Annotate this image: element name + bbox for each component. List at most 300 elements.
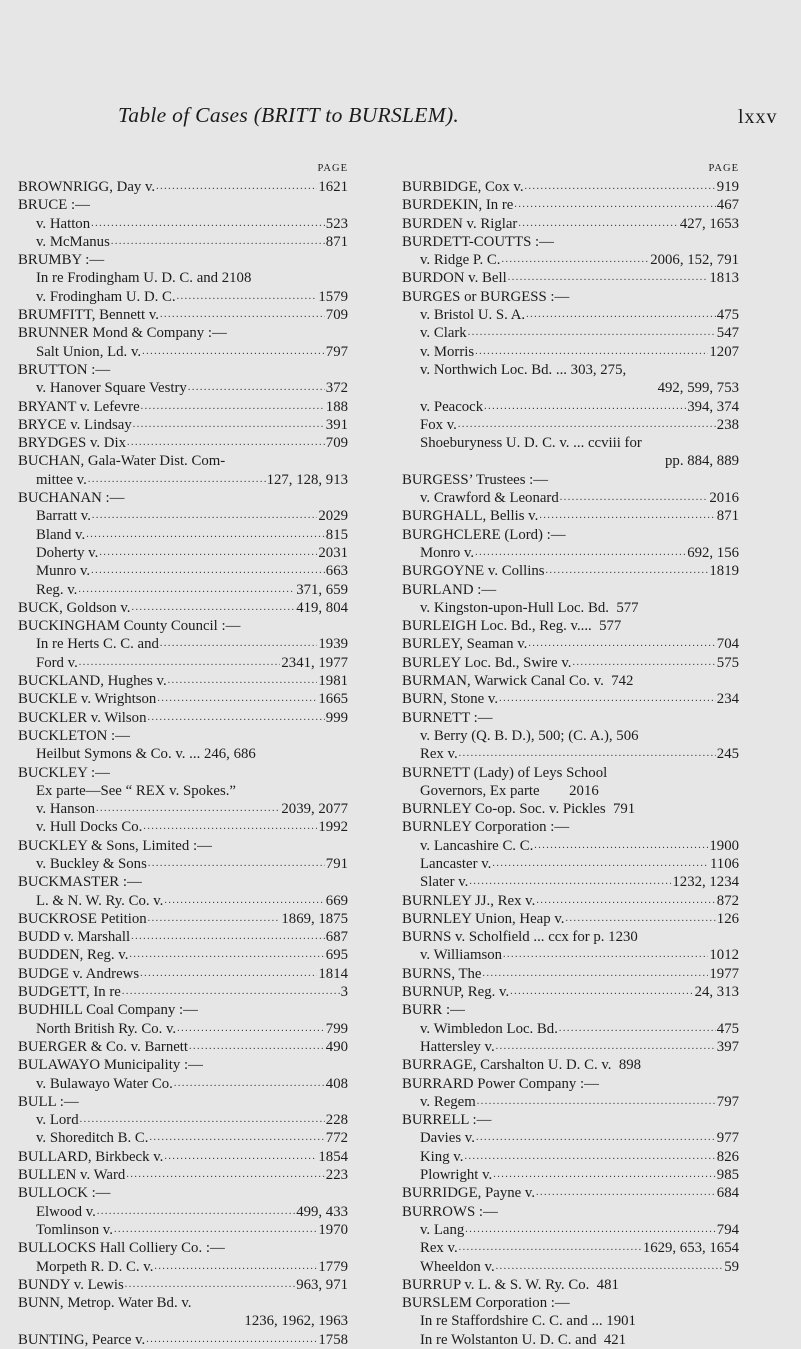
dot-leader — [111, 233, 325, 251]
index-entry — [402, 1258, 739, 1276]
dot-leader — [133, 416, 325, 434]
entry-text: BURLEIGH Loc. Bd., Reg. v.... 577 — [402, 618, 622, 635]
dot-leader — [149, 1129, 324, 1147]
page-column-label: PAGE — [708, 163, 739, 174]
index-entry — [18, 965, 348, 983]
entry-text: Slater v. — [420, 874, 469, 891]
dot-leader — [131, 928, 325, 946]
entry-text: Monro v. — [420, 544, 475, 561]
dot-leader — [546, 562, 709, 580]
index-entry — [18, 361, 348, 379]
dot-leader — [168, 672, 318, 690]
entry-page: 188 — [325, 398, 348, 415]
dot-leader — [177, 1020, 325, 1038]
index-entry — [18, 1221, 348, 1239]
entry-text: Plowright v. — [420, 1167, 493, 1184]
dot-leader — [465, 1221, 716, 1239]
dot-leader — [154, 1258, 317, 1276]
entry-text: BUCHAN, Gala-Water Dist. Com- — [18, 453, 226, 470]
entry-page: 394, 374 — [687, 398, 739, 415]
entry-page: 692, 156 — [687, 544, 739, 561]
dot-leader — [91, 562, 325, 580]
index-entry — [18, 928, 348, 946]
entry-text: BUERGER & Co. v. Barnett — [18, 1038, 189, 1055]
index-entry — [18, 306, 348, 324]
index-entry — [18, 1331, 348, 1349]
entry-page: 709 — [325, 435, 348, 452]
entry-text: v. Northwich Loc. Bd. ... 303, 275, — [420, 361, 627, 378]
dot-leader — [499, 690, 716, 708]
index-entry — [18, 178, 348, 196]
header-title: Table of Cases (BRITT to BURSLEM). — [118, 103, 460, 127]
entry-text: BULAWAYO Municipality :— — [18, 1057, 203, 1074]
dot-leader — [157, 690, 317, 708]
dot-leader — [560, 489, 709, 507]
index-entry — [18, 1203, 348, 1221]
entry-page: 475 — [716, 307, 739, 324]
entry-text: v. Kingston-upon-Hull Loc. Bd. 577 — [420, 599, 639, 616]
entry-page: 1869, 1875 — [281, 910, 348, 927]
entry-text: v. Lord — [36, 1112, 79, 1129]
dot-leader — [468, 324, 716, 342]
dot-leader — [188, 379, 325, 397]
entry-text: BUCHANAN :— — [18, 490, 125, 507]
index-entry — [402, 1276, 739, 1294]
index-entry — [18, 599, 348, 617]
entry-text: Governors, Ex parte 2016 — [420, 782, 599, 799]
entry-page: 791 — [325, 855, 348, 872]
index-entry — [402, 1001, 739, 1019]
dot-leader — [91, 215, 325, 233]
dot-leader — [79, 654, 281, 672]
dot-leader — [143, 818, 317, 836]
index-entry — [18, 544, 348, 562]
entry-page: 427, 1653 — [679, 215, 739, 232]
entry-page: 2029 — [318, 508, 348, 525]
entry-page: 228 — [325, 1112, 348, 1129]
entry-text: BURNLEY Corporation :— — [402, 819, 570, 836]
entry-text: v. Bristol U. S. A. — [420, 307, 526, 324]
entry-text: In re Wolstanton U. D. C. and 421 — [420, 1331, 627, 1348]
index-entry — [18, 800, 348, 818]
dot-leader — [518, 215, 678, 233]
entry-page: 815 — [325, 526, 348, 543]
entry-text: Heilbut Symons & Co. v. ... 246, 686 — [36, 746, 256, 763]
entry-text: v. Regem — [420, 1093, 476, 1110]
dot-leader — [126, 1166, 324, 1184]
entry-page: 397 — [716, 1038, 739, 1055]
index-entry — [18, 1129, 348, 1147]
entry-text: BURGHALL, Bellis v. — [402, 508, 539, 525]
entry-text: BURRUP v. L. & S. W. Ry. Co. 481 — [402, 1276, 619, 1293]
entry-text: BUDGETT, In re — [18, 984, 121, 1001]
dot-leader — [86, 526, 325, 544]
index-entry — [18, 1184, 348, 1202]
dot-leader — [459, 745, 716, 763]
entry-page: 1992 — [318, 819, 348, 836]
entry-page: 799 — [325, 1020, 348, 1037]
dot-leader — [148, 855, 325, 873]
index-entry — [402, 581, 739, 599]
entry-text: BUCKLEY & Sons, Limited :— — [18, 837, 212, 854]
running-header — [0, 100, 801, 140]
entry-page: 826 — [716, 1148, 739, 1165]
entry-text: BURSLEM Corporation :— — [402, 1295, 570, 1312]
index-entry — [402, 599, 739, 617]
index-entry — [18, 1294, 348, 1312]
entry-text: BRYDGES v. Dix — [18, 435, 126, 452]
entry-text: BURROWS :— — [402, 1203, 498, 1220]
entry-text: Bland v. — [36, 526, 86, 543]
index-entry — [402, 1166, 739, 1184]
entry-text: Elwood v. — [36, 1203, 96, 1220]
entry-page: 59 — [724, 1258, 739, 1275]
entry-page: 1970 — [318, 1221, 348, 1238]
entry-text: Munro v. — [36, 563, 91, 580]
dot-leader — [458, 416, 716, 434]
index-entry — [402, 1056, 739, 1074]
index-entry — [402, 544, 739, 562]
entry-page: 1012 — [709, 947, 739, 964]
index-entry — [402, 635, 739, 653]
entry-text: BURDEN v. Riglar — [402, 215, 518, 232]
index-entry — [402, 507, 739, 525]
entry-page: 238 — [716, 416, 739, 433]
index-entry — [402, 526, 739, 544]
index-entry — [402, 837, 739, 855]
index-entry — [402, 672, 739, 690]
entry-text: BURR :— — [402, 1002, 465, 1019]
dot-leader — [510, 983, 693, 1001]
entry-page: 547 — [716, 325, 739, 342]
dot-leader — [148, 910, 281, 928]
index-entry — [402, 983, 739, 1001]
dot-leader — [482, 965, 708, 983]
index-entry — [18, 251, 348, 269]
index-entry — [402, 398, 739, 416]
index-entry — [402, 709, 739, 727]
dot-leader — [475, 343, 708, 361]
index-entry — [18, 855, 348, 873]
index-entry — [18, 1093, 348, 1111]
entry-page: 772 — [325, 1130, 348, 1147]
index-entry — [18, 1111, 348, 1129]
entry-page: 391 — [325, 416, 348, 433]
index-entry — [402, 800, 739, 818]
dot-leader — [534, 837, 708, 855]
dot-leader — [501, 251, 649, 269]
dot-leader — [536, 892, 715, 910]
entry-text: BURNS, The — [402, 965, 482, 982]
index-entry — [18, 745, 348, 763]
dot-leader — [528, 635, 715, 653]
index-entry — [18, 379, 348, 397]
entry-page: 871 — [716, 508, 739, 525]
index-entry — [402, 1221, 739, 1239]
entry-page: 575 — [716, 654, 739, 671]
index-entry — [402, 1312, 739, 1330]
entry-text: v. Clark — [420, 325, 467, 342]
index-entry — [18, 1166, 348, 1184]
index-entry — [18, 489, 348, 507]
right-entry-list — [402, 178, 739, 1349]
entry-page: 371, 659 — [296, 581, 348, 598]
entry-text: Salt Union, Ld. v. — [36, 343, 142, 360]
entry-page: 1814 — [318, 965, 348, 982]
index-entry — [18, 1075, 348, 1093]
entry-page: 1629, 653, 1654 — [642, 1240, 739, 1257]
index-entry — [18, 562, 348, 580]
dot-leader — [477, 1093, 716, 1111]
index-entry — [402, 562, 739, 580]
entry-page: 1579 — [318, 288, 348, 305]
entry-text: BURRIDGE, Payne v. — [402, 1185, 536, 1202]
dot-leader — [99, 544, 317, 562]
dot-leader — [572, 654, 715, 672]
index-entry — [18, 288, 348, 306]
entry-text: Fox v. — [420, 416, 457, 433]
index-entry — [402, 269, 739, 287]
entry-text: BURNLEY JJ., Rex v. — [402, 892, 536, 909]
entry-text: BUDD v. Marshall — [18, 929, 131, 946]
left-column — [18, 163, 348, 1349]
entry-page: 490 — [325, 1038, 348, 1055]
header-page-number: lxxv — [738, 106, 778, 128]
entry-page: 919 — [716, 179, 739, 195]
dot-leader — [78, 581, 295, 599]
entry-page: 1779 — [318, 1258, 348, 1275]
index-entry — [402, 1203, 739, 1221]
entry-text: In re Staffordshire C. C. and ... 1901 — [420, 1313, 636, 1330]
index-entry — [402, 434, 739, 452]
entry-text: Davies v. — [420, 1130, 475, 1147]
entry-page: 234 — [716, 691, 739, 708]
entry-page: 1939 — [318, 636, 348, 653]
entry-text: BRUTTON :— — [18, 361, 111, 378]
index-entry — [18, 837, 348, 855]
dot-leader — [493, 1166, 716, 1184]
entry-text: pp. 884, 889 — [665, 453, 739, 470]
index-entry — [18, 434, 348, 452]
entry-text: BURLAND :— — [402, 581, 497, 598]
entry-page: 1758 — [318, 1331, 348, 1348]
index-entry — [18, 946, 348, 964]
index-entry — [18, 1148, 348, 1166]
entry-text: v. Lancashire C. C. — [420, 837, 534, 854]
entry-page: 475 — [716, 1020, 739, 1037]
dot-leader — [469, 873, 671, 891]
index-entry — [18, 892, 348, 910]
index-entry — [402, 471, 739, 489]
entry-text: v. Ridge P. C. — [420, 252, 501, 269]
entry-page: 2006, 152, 791 — [650, 252, 739, 269]
index-entry — [402, 361, 739, 379]
dot-leader — [97, 1203, 295, 1221]
index-entry — [18, 690, 348, 708]
entry-text: BURRAGE, Carshalton U. D. C. v. 898 — [402, 1057, 642, 1074]
entry-text: BURNLEY Union, Heap v. — [402, 910, 565, 927]
dot-leader — [496, 1258, 724, 1276]
entry-text: v. Hull Docks Co. — [36, 819, 143, 836]
index-entry — [402, 324, 739, 342]
index-entry — [402, 1331, 739, 1349]
entry-text: Wheeldon v. — [420, 1258, 495, 1275]
index-entry — [402, 727, 739, 745]
index-entry — [402, 782, 739, 800]
dot-leader — [160, 306, 325, 324]
entry-page: 2016 — [709, 490, 739, 507]
index-entry — [402, 1148, 739, 1166]
entry-text: Hattersley v. — [420, 1038, 495, 1055]
entry-page: 695 — [325, 947, 348, 964]
index-entry — [402, 855, 739, 873]
entry-text: BURGES or BURGESS :— — [402, 288, 570, 305]
index-entry — [402, 1294, 739, 1312]
entry-text: BURDON v. Bell — [402, 270, 507, 287]
entry-page: 794 — [716, 1221, 739, 1238]
index-entry — [18, 1239, 348, 1257]
entry-text: BURNS v. Scholfield ... ccx for p. 1230 — [402, 929, 638, 946]
entry-text: BRUMBY :— — [18, 252, 105, 269]
entry-page: 977 — [716, 1130, 739, 1147]
entry-page: 1813 — [709, 270, 739, 287]
entry-text: Ford v. — [36, 654, 78, 671]
dot-leader — [464, 1148, 715, 1166]
entry-text: BRUNNER Mond & Company :— — [18, 325, 227, 342]
entry-text: North British Ry. Co. v. — [36, 1020, 177, 1037]
entry-page: 963, 971 — [296, 1276, 348, 1293]
index-entry — [18, 398, 348, 416]
index-entry — [18, 416, 348, 434]
entry-text: BUCKLAND, Hughes v. — [18, 673, 167, 690]
index-entry — [402, 1129, 739, 1147]
entry-text: BRYANT v. Lefevre — [18, 398, 140, 415]
dot-leader — [127, 434, 325, 452]
entry-text: BUNN, Metrop. Water Bd. v. — [18, 1295, 192, 1312]
index-entry — [18, 343, 348, 361]
entry-text: Shoeburyness U. D. C. v. ... ccviii for — [420, 435, 642, 452]
entry-text: v. Frodingham U. D. C. — [36, 288, 176, 305]
index-entry — [18, 324, 348, 342]
index-entry — [402, 379, 739, 397]
entry-text: Morpeth R. D. C. v. — [36, 1258, 154, 1275]
left-entry-list — [18, 178, 348, 1349]
index-entry — [18, 672, 348, 690]
index-entry — [18, 873, 348, 891]
index-entry — [18, 1276, 348, 1294]
dot-leader — [496, 1038, 716, 1056]
index-entry — [402, 196, 739, 214]
entry-text: Reg. v. — [36, 581, 78, 598]
entry-page: 127, 128, 913 — [266, 471, 348, 488]
entry-text: BUCKLEY :— — [18, 764, 110, 781]
index-entry — [402, 928, 739, 946]
dot-leader — [141, 398, 325, 416]
entry-page: 663 — [325, 563, 348, 580]
entry-text: BRUMFITT, Bennett v. — [18, 307, 159, 324]
index-entry — [402, 818, 739, 836]
entry-text: v. Crawford & Leonard — [420, 490, 559, 507]
entry-text: 1236, 1962, 1963 — [244, 1313, 348, 1330]
entry-text: BRYCE v. Lindsay — [18, 416, 132, 433]
entry-page: 1207 — [709, 343, 739, 360]
entry-text: BUDHILL Coal Company :— — [18, 1002, 198, 1019]
entry-text: v. McManus — [36, 233, 110, 250]
entry-text: BROWNRIGG, Day v. — [18, 179, 156, 195]
page-column-label: PAGE — [317, 163, 348, 174]
entry-page: 797 — [325, 343, 348, 360]
entry-text: BURBIDGE, Cox v. — [402, 179, 524, 195]
dot-leader — [525, 178, 716, 196]
entry-page: 985 — [716, 1167, 739, 1184]
entry-text: Ex parte—See “ REX v. Spokes.” — [36, 782, 236, 799]
index-entry — [18, 910, 348, 928]
entry-text: BURNUP, Reg. v. — [402, 984, 510, 1001]
entry-page: 3 — [340, 984, 348, 1001]
index-entry — [18, 196, 348, 214]
dot-leader — [132, 599, 296, 617]
entry-text: BUNTING, Pearce v. — [18, 1331, 146, 1348]
entry-text: 492, 599, 753 — [657, 380, 739, 397]
entry-text: v. Williamson — [420, 947, 503, 964]
dot-leader — [80, 1111, 325, 1129]
index-entry — [18, 983, 348, 1001]
entry-text: BURGESS’ Trustees :— — [402, 471, 549, 488]
dot-leader — [142, 343, 325, 361]
dot-leader — [125, 1276, 295, 1294]
entry-text: v. Peacock — [420, 398, 484, 415]
index-entry — [402, 1075, 739, 1093]
dot-leader — [189, 1038, 325, 1056]
dot-leader — [559, 1020, 716, 1038]
index-entry — [402, 1111, 739, 1129]
entry-text: BURRARD Power Company :— — [402, 1075, 599, 1092]
entry-page: 709 — [325, 307, 348, 324]
dot-leader — [526, 306, 716, 324]
entry-text: Rex v. — [420, 1240, 458, 1257]
entry-text: BULLOCKS Hall Colliery Co. :— — [18, 1240, 225, 1257]
entry-text: BUCKMASTER :— — [18, 874, 142, 891]
index-entry — [18, 782, 348, 800]
entry-text: BUCK, Goldson v. — [18, 599, 131, 616]
index-entry — [402, 233, 739, 251]
entry-page: 1106 — [709, 855, 739, 872]
entry-text: BULLEN v. Ward — [18, 1167, 126, 1184]
index-entry — [18, 215, 348, 233]
entry-text: BUCKLER v. Wilson — [18, 709, 147, 726]
entry-text: v. Lang — [420, 1221, 465, 1238]
entry-page: 24, 313 — [694, 984, 739, 1001]
index-entry — [402, 1038, 739, 1056]
index-entry — [402, 745, 739, 763]
entry-page: 419, 804 — [296, 599, 348, 616]
index-entry — [18, 507, 348, 525]
right-column — [402, 163, 739, 1349]
entry-text: v. Hatton — [36, 215, 91, 232]
index-entry — [402, 617, 739, 635]
entry-text: Doherty v. — [36, 544, 99, 561]
index-entry — [402, 215, 739, 233]
entry-page: 1232, 1234 — [672, 874, 739, 891]
entry-page: 1819 — [709, 563, 739, 580]
entry-text: Tomlinson v. — [36, 1221, 113, 1238]
index-entry — [18, 1258, 348, 1276]
entry-page: 499, 433 — [296, 1203, 348, 1220]
dot-leader — [96, 800, 280, 818]
entry-text: v. Buckley & Sons — [36, 855, 147, 872]
dot-leader — [484, 398, 686, 416]
dot-leader — [92, 507, 317, 525]
